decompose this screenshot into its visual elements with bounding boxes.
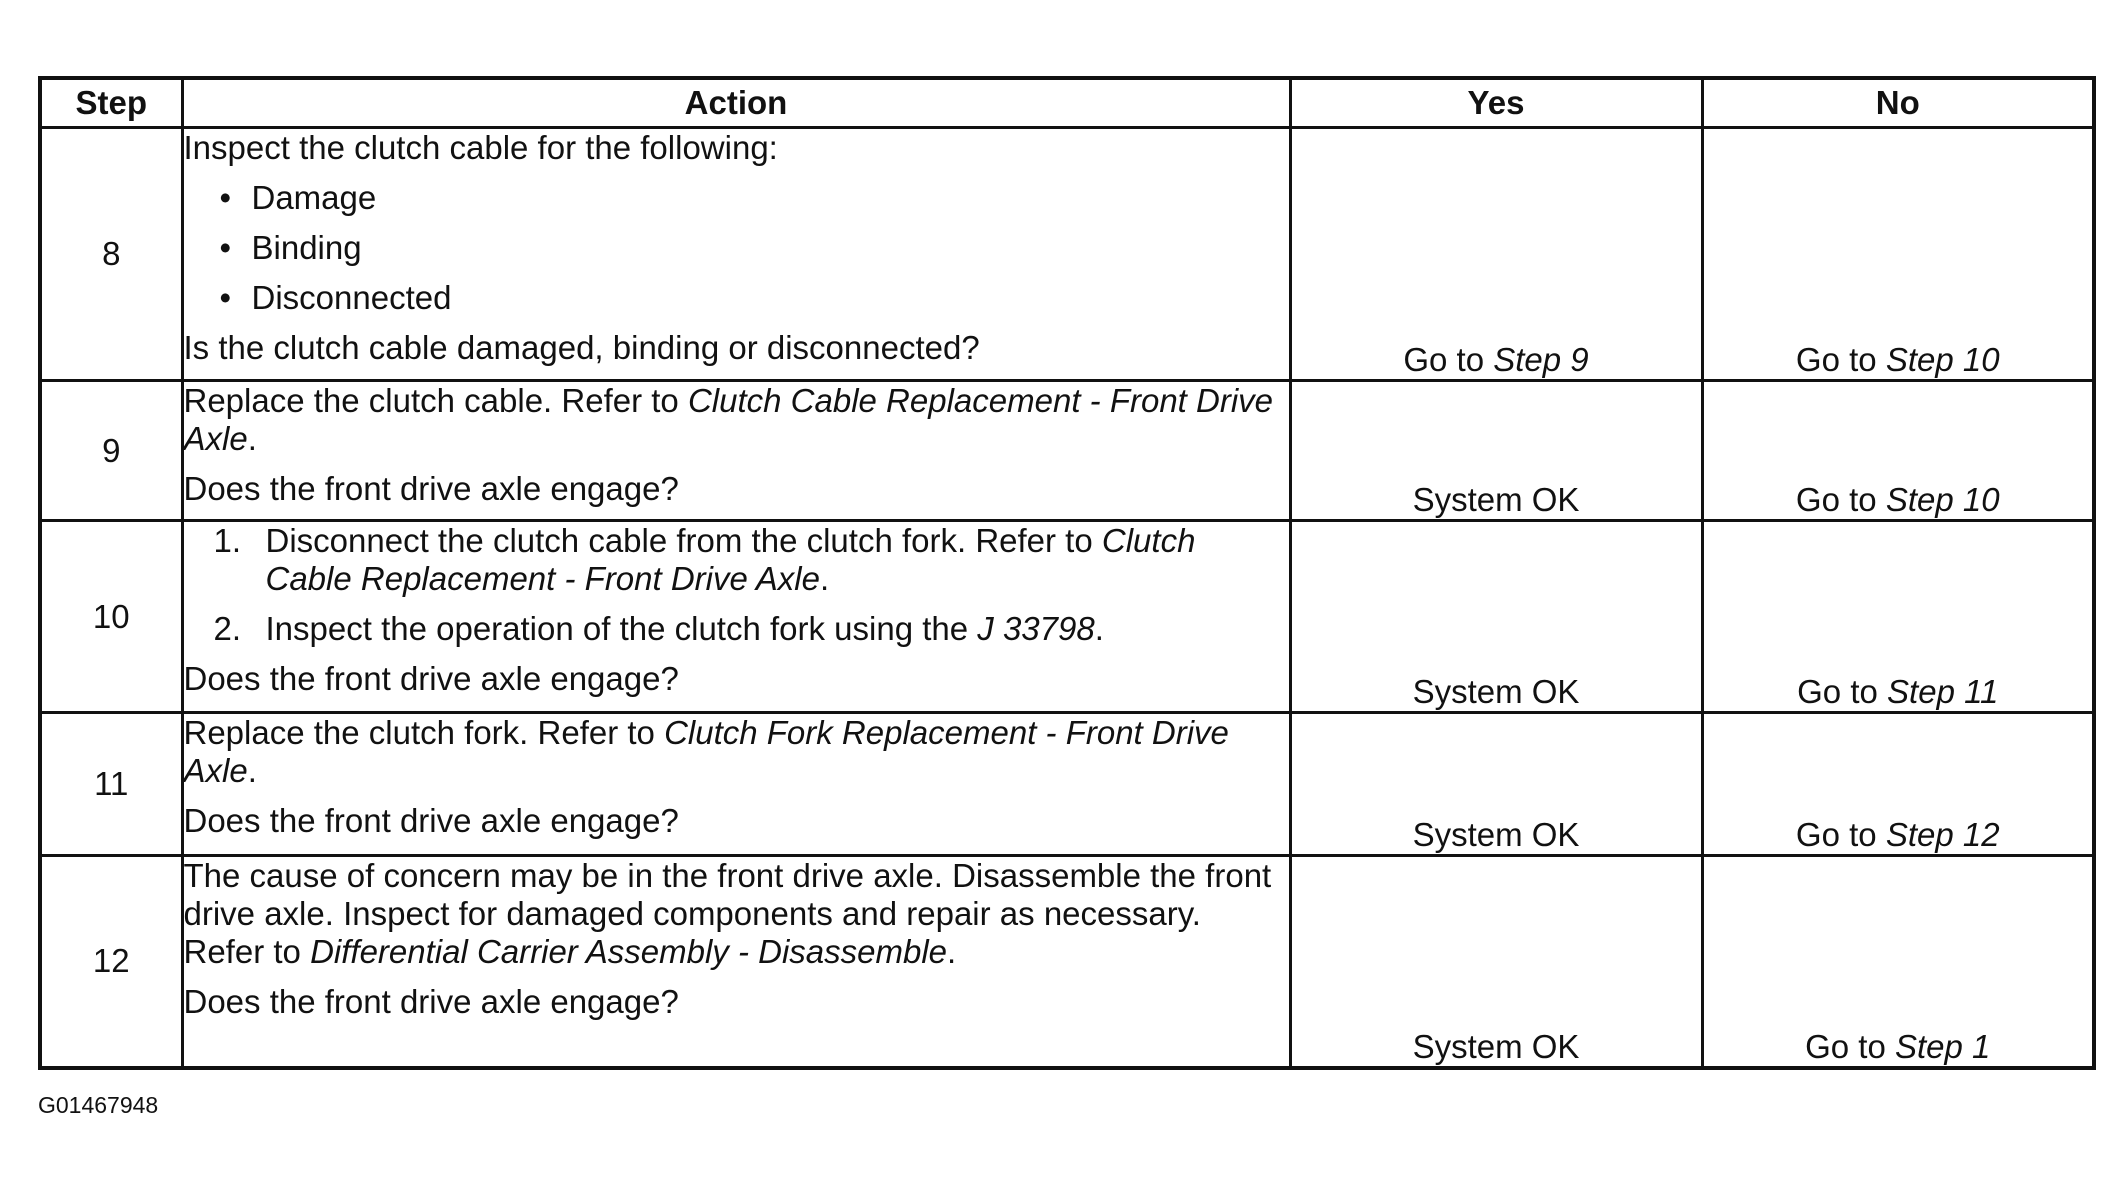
no-step-ref: Step 10: [1885, 341, 2000, 378]
no-step-ref: Step 12: [1885, 816, 2000, 853]
yes-step-ref: Step 9: [1493, 341, 1589, 378]
procedure-ref: Clutch Cable Replacement - Front Drive Axle: [265, 522, 1196, 597]
yes-cell: System OK: [1290, 713, 1702, 856]
action-text: [184, 857, 1289, 971]
action-question: Does the front drive axle engage?: [183, 802, 679, 839]
item-number: 1.: [213, 522, 242, 559]
no-prefix: Go to: [1805, 1027, 1895, 1065]
action-cell: [182, 856, 1290, 1068]
action-question: Does the front drive axle engage?: [183, 660, 679, 697]
list-item: • Disconnected: [220, 279, 1289, 317]
step-number: 10: [40, 521, 182, 713]
table-row-step-10: [40, 521, 2094, 713]
numbered-list: [184, 522, 1289, 648]
no-step-ref: Step 10: [1885, 481, 2000, 518]
list-item: • Binding: [220, 229, 1289, 267]
action-question: Does the front drive axle engage?: [183, 470, 679, 507]
item-number: 2.: [213, 610, 242, 647]
action-text: [184, 382, 1289, 458]
step-number: 12: [40, 856, 182, 1068]
table-header-row: [40, 78, 2094, 128]
table-row-step-12: [40, 856, 2094, 1068]
header-yes: Yes: [1290, 78, 1702, 128]
no-cell: [1702, 128, 2094, 381]
action-question: Is the clutch cable damaged, binding or disconnected?: [183, 329, 980, 366]
procedure-ref: Clutch Cable Replacement - Front Drive Axle: [183, 382, 1274, 457]
yes-cell: System OK: [1290, 521, 1702, 713]
item-text: Inspect the operation of the clutch fork using the: [265, 610, 978, 647]
period: .: [247, 420, 257, 457]
period: .: [820, 560, 830, 597]
action-instruction: The cause of concern may be in the front drive axle. Disassemble the front drive axle. Inspect for damaged components and repair as necessary. Refer to: [183, 857, 1272, 970]
item-text: Disconnect the clutch cable from the clutch fork. Refer to: [265, 522, 1102, 559]
action-cell: [182, 521, 1290, 713]
no-prefix: Go to: [1795, 481, 1886, 518]
procedure-ref: Differential Carrier Assembly - Disassemble: [310, 933, 948, 970]
list-item: [214, 522, 1289, 598]
yes-cell: System OK: [1290, 856, 1702, 1068]
table-row-step-11: [40, 713, 2094, 856]
action-cell: [182, 381, 1290, 521]
no-cell: [1702, 713, 2094, 856]
inspection-list: [184, 179, 1289, 317]
action-instruction: Replace the clutch cable. Refer to: [183, 382, 688, 419]
list-item: • Damage: [220, 179, 1289, 217]
period: .: [1094, 610, 1104, 647]
procedure-ref: Clutch Fork Replacement - Front Drive Axle: [183, 714, 1229, 789]
diagnostic-table: [38, 76, 2096, 1070]
yes-cell: System OK: [1290, 381, 1702, 521]
action-cell: [182, 128, 1290, 381]
header-action: Action: [182, 78, 1290, 128]
period: .: [947, 933, 957, 970]
action-instruction: Replace the clutch fork. Refer to: [183, 714, 665, 751]
table-row-step-9: [40, 381, 2094, 521]
no-cell: [1702, 856, 2094, 1068]
action-cell: [182, 713, 1290, 856]
figure-id: G01467948: [38, 1092, 159, 1118]
table-row-step-8: [40, 128, 2094, 381]
header-no: No: [1702, 78, 2094, 128]
list-item: [214, 610, 1289, 648]
no-prefix: Go to: [1795, 341, 1886, 378]
step-number: 9: [40, 381, 182, 521]
no-step-ref: Step 11: [1887, 673, 1999, 710]
step-number: 11: [40, 713, 182, 856]
yes-cell: [1290, 128, 1702, 381]
diagnostic-table-container: [38, 76, 2092, 1070]
no-prefix: Go to: [1795, 816, 1886, 853]
period: .: [247, 752, 257, 789]
step-number: 8: [40, 128, 182, 381]
no-step-ref: Step 1: [1894, 1027, 1991, 1065]
no-cell: [1702, 521, 2094, 713]
action-question: Does the front drive axle engage?: [183, 983, 679, 1020]
no-prefix: Go to: [1797, 673, 1888, 710]
tool-ref: J 33798: [977, 610, 1095, 647]
action-intro: Inspect the clutch cable for the following:: [183, 129, 778, 166]
action-text: [184, 714, 1289, 790]
yes-prefix: Go to: [1403, 341, 1494, 378]
header-step: Step: [40, 78, 182, 128]
no-cell: [1702, 381, 2094, 521]
